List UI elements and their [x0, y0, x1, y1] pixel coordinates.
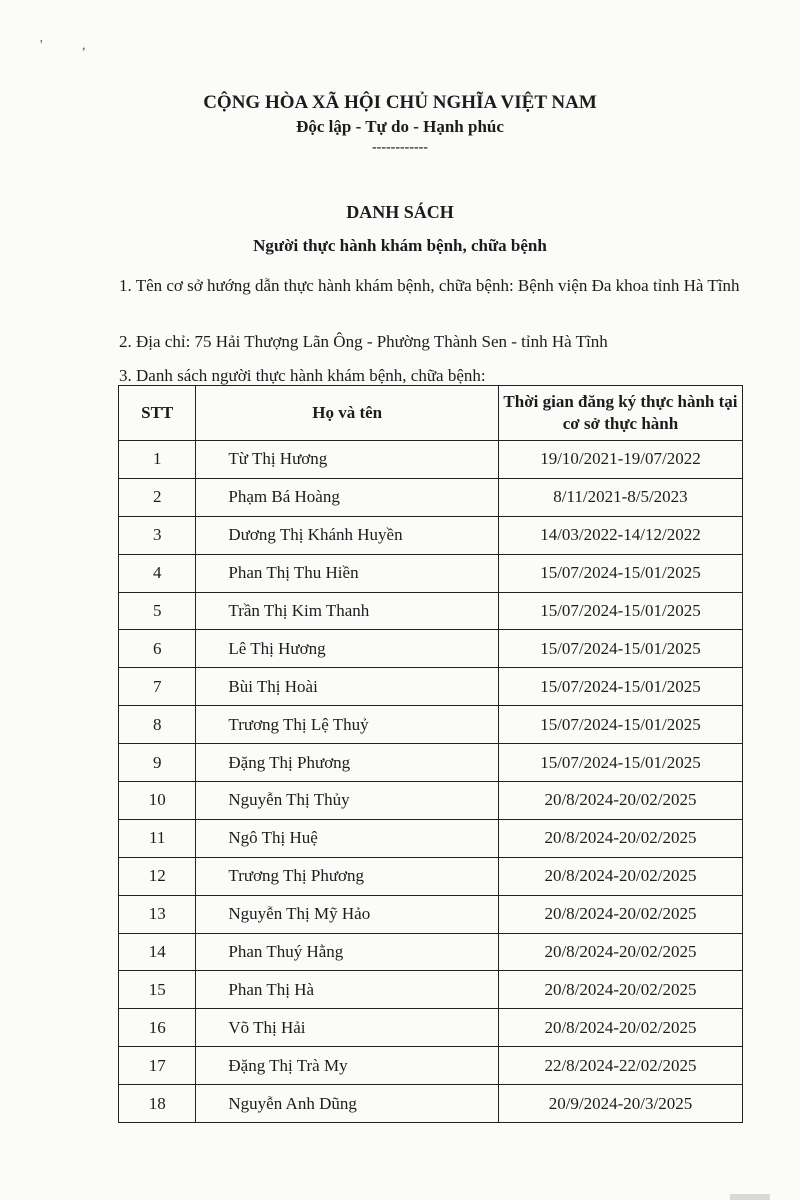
- cell-time: 20/8/2024-20/02/2025: [498, 1009, 742, 1047]
- cell-time: 19/10/2021-19/07/2022: [498, 441, 742, 479]
- cell-time: 22/8/2024-22/02/2025: [498, 1047, 742, 1085]
- cell-stt: 16: [119, 1009, 196, 1047]
- header-stt: STT: [119, 386, 196, 441]
- table-row: [119, 706, 743, 744]
- cell-time: 8/11/2021-8/5/2023: [498, 478, 742, 516]
- cell-stt: 3: [119, 516, 196, 554]
- page-edge-shadow: [730, 1194, 770, 1200]
- cell-time: 20/8/2024-20/02/2025: [498, 971, 742, 1009]
- cell-stt: 11: [119, 819, 196, 857]
- cell-stt: 10: [119, 782, 196, 820]
- cell-time: 15/07/2024-15/01/2025: [498, 554, 742, 592]
- motto-underline: ------------: [372, 140, 428, 155]
- table-header-row: [119, 386, 743, 441]
- cell-name: Nguyễn Thị Mỹ Hảo: [196, 895, 499, 933]
- cell-stt: 5: [119, 592, 196, 630]
- table-row: [119, 895, 743, 933]
- cell-name: Nguyễn Anh Dũng: [196, 1085, 499, 1123]
- table-row: [119, 1047, 743, 1085]
- cell-time: 15/07/2024-15/01/2025: [498, 592, 742, 630]
- table-row: [119, 819, 743, 857]
- cell-stt: 6: [119, 630, 196, 668]
- address-line: 2. Địa chỉ: 75 Hải Thượng Lãn Ông - Phường Thành Sen - tỉnh Hà Tĩnh: [119, 332, 608, 351]
- cell-name: Trần Thị Kim Thanh: [196, 592, 499, 630]
- table-row: [119, 554, 743, 592]
- header-time: Thời gian đăng ký thực hành tại cơ sở thực hành: [498, 386, 742, 441]
- cell-name: Đặng Thị Phương: [196, 744, 499, 782]
- cell-time: 15/07/2024-15/01/2025: [498, 744, 742, 782]
- table-row: [119, 516, 743, 554]
- cell-name: Phạm Bá Hoàng: [196, 478, 499, 516]
- table-row: [119, 1085, 743, 1123]
- cell-time: 14/03/2022-14/12/2022: [498, 516, 742, 554]
- table-row: [119, 933, 743, 971]
- cell-name: Phan Thị Thu Hiền: [196, 554, 499, 592]
- cell-name: Trương Thị Phương: [196, 857, 499, 895]
- table-row: [119, 857, 743, 895]
- cell-stt: 12: [119, 857, 196, 895]
- facility-name-line: 1. Tên cơ sở hướng dẫn thực hành khám bệnh, chữa bệnh: Bệnh viện Đa khoa tỉnh Hà Tĩnh: [119, 276, 740, 295]
- table-row: [119, 630, 743, 668]
- table-body: [119, 441, 743, 1123]
- table-row: [119, 971, 743, 1009]
- cell-stt: 8: [119, 706, 196, 744]
- cell-stt: 4: [119, 554, 196, 592]
- table-row: [119, 478, 743, 516]
- cell-stt: 14: [119, 933, 196, 971]
- cell-time: 20/8/2024-20/02/2025: [498, 933, 742, 971]
- cell-time: 20/8/2024-20/02/2025: [498, 782, 742, 820]
- cell-name: Lê Thị Hương: [196, 630, 499, 668]
- cell-name: Phan Thị Hà: [196, 971, 499, 1009]
- cell-name: Ngô Thị Huệ: [196, 819, 499, 857]
- table-row: [119, 668, 743, 706]
- table-row: [119, 744, 743, 782]
- cell-name: Trương Thị Lệ Thuỷ: [196, 706, 499, 744]
- cell-time: 20/9/2024-20/3/2025: [498, 1085, 742, 1123]
- cell-stt: 18: [119, 1085, 196, 1123]
- cell-stt: 17: [119, 1047, 196, 1085]
- cell-name: Võ Thị Hải: [196, 1009, 499, 1047]
- header-name: Họ và tên: [196, 386, 499, 441]
- scan-speck-marks: ' ,: [40, 38, 104, 53]
- table-row: [119, 592, 743, 630]
- cell-name: Đặng Thị Trà My: [196, 1047, 499, 1085]
- cell-time: 15/07/2024-15/01/2025: [498, 668, 742, 706]
- cell-stt: 1: [119, 441, 196, 479]
- cell-time: 20/8/2024-20/02/2025: [498, 857, 742, 895]
- national-motto: Độc lập - Tự do - Hạnh phúc: [296, 117, 504, 136]
- cell-name: Nguyễn Thị Thủy: [196, 782, 499, 820]
- cell-stt: 15: [119, 971, 196, 1009]
- cell-stt: 7: [119, 668, 196, 706]
- cell-stt: 2: [119, 478, 196, 516]
- cell-name: Phan Thuý Hằng: [196, 933, 499, 971]
- cell-stt: 13: [119, 895, 196, 933]
- cell-time: 20/8/2024-20/02/2025: [498, 819, 742, 857]
- list-intro-line: 3. Danh sách người thực hành khám bệnh, chữa bệnh:: [119, 366, 486, 385]
- document-title: DANH SÁCH: [346, 202, 454, 222]
- cell-name: Bùi Thị Hoài: [196, 668, 499, 706]
- table-row: [119, 782, 743, 820]
- cell-name: Từ Thị Hương: [196, 441, 499, 479]
- cell-time: 15/07/2024-15/01/2025: [498, 706, 742, 744]
- cell-time: 20/8/2024-20/02/2025: [498, 895, 742, 933]
- cell-stt: 9: [119, 744, 196, 782]
- cell-name: Dương Thị Khánh Huyền: [196, 516, 499, 554]
- cell-time: 15/07/2024-15/01/2025: [498, 630, 742, 668]
- practitioner-table: [118, 385, 743, 1123]
- table-row: [119, 1009, 743, 1047]
- table-row: [119, 441, 743, 479]
- national-title: CỘNG HÒA XÃ HỘI CHỦ NGHĨA VIỆT NAM: [203, 92, 597, 113]
- document-subtitle: Người thực hành khám bệnh, chữa bệnh: [253, 236, 547, 255]
